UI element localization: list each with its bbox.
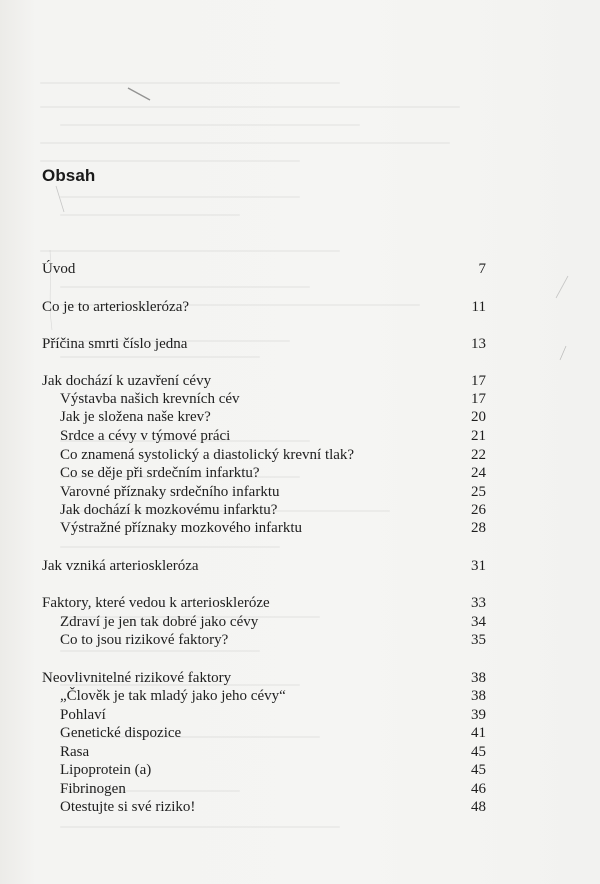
toc-entry-title: Úvod (42, 261, 76, 277)
toc-entry-title: Otestujte si své riziko! (60, 799, 196, 815)
toc-subentry (60, 389, 486, 409)
toc-subentry (60, 686, 486, 706)
toc-entry-title: Jak dochází k uzavření cévy (42, 373, 212, 389)
toc-subentry (60, 445, 486, 465)
toc-subentry (60, 630, 486, 650)
toc-entry-page: 48 (471, 799, 486, 815)
toc-entry (42, 259, 486, 279)
toc-entry-page: 11 (471, 299, 486, 315)
toc-entry-page: 45 (471, 762, 486, 778)
toc-entry-page: 34 (471, 614, 486, 630)
toc-entry-title: Varovné příznaky srdečního infarktu (60, 484, 280, 500)
toc-entry (42, 297, 486, 317)
toc-entry-page: 20 (471, 409, 486, 425)
toc-entry-page: 17 (471, 373, 486, 389)
toc-entry-page: 41 (471, 725, 486, 741)
toc-entry (42, 371, 486, 391)
toc-entry-page: 25 (471, 484, 486, 500)
toc-subentry (60, 760, 486, 780)
toc-entry-page: 7 (478, 261, 486, 277)
toc-subentry (60, 407, 486, 427)
toc-entry-title: Jak dochází k mozkovému infarktu? (60, 502, 278, 518)
toc-entry-page: 45 (471, 744, 486, 760)
toc-entry-title: Fibrinogen (60, 781, 126, 797)
toc-entry-title: „Člověk je tak mladý jako jeho cévy“ (60, 688, 286, 704)
toc-entry-title: Co se děje při srdečním infarktu? (60, 465, 260, 481)
toc-entry-page: 21 (471, 428, 486, 444)
toc-subentry (60, 742, 486, 762)
toc-subentry (60, 500, 486, 520)
toc-entry-title: Genetické dispozice (60, 725, 182, 741)
toc-entry (42, 668, 486, 688)
toc-entry-page: 31 (471, 558, 486, 574)
toc-entry-page: 46 (471, 781, 486, 797)
toc-entry-title: Co znamená systolický a diastolický krevní tlak? (60, 447, 355, 463)
toc-entry-page: 22 (471, 447, 486, 463)
toc-entry (42, 334, 486, 354)
toc-subentry (60, 518, 486, 538)
toc-entry-page: 39 (471, 707, 486, 723)
toc-subentry (60, 797, 486, 817)
toc-entry-title: Jak je složena naše krev? (60, 409, 211, 425)
toc-entry (42, 556, 486, 576)
toc-entry-page: 24 (471, 465, 486, 481)
toc-subentry (60, 779, 486, 799)
toc-subentry (60, 482, 486, 502)
toc-entry-page: 28 (471, 520, 486, 536)
toc-entry-title: Příčina smrti číslo jedna (42, 336, 188, 352)
toc-entry-page: 17 (471, 391, 486, 407)
toc-entry-page: 35 (471, 632, 486, 648)
toc-entry-page: 38 (471, 688, 486, 704)
page-title: Obsah (42, 166, 96, 185)
toc-entry-page: 13 (471, 336, 486, 352)
toc-entry (42, 593, 486, 613)
toc-entry-page: 26 (471, 502, 486, 518)
toc-subentry (60, 426, 486, 446)
toc-entry-page: 38 (471, 670, 486, 686)
toc-entry-title: Srdce a cévy v týmové práci (60, 428, 231, 444)
toc-entry-title: Jak vzniká arterioskleróza (42, 558, 199, 574)
toc-entry-title: Faktory, které vedou k arterioskleróze (42, 595, 270, 611)
toc-entry-title: Výstražné příznaky mozkového infarktu (60, 520, 302, 536)
toc-entry-title: Zdraví je jen tak dobré jako cévy (60, 614, 259, 630)
toc-subentry (60, 463, 486, 483)
toc-subentry (60, 612, 486, 632)
toc-entry-title: Co je to arterioskleróza? (42, 299, 190, 315)
toc-entry-title: Neovlivnitelné rizikové faktory (42, 670, 232, 686)
toc-subentry (60, 705, 486, 725)
toc-entry-title: Lipoprotein (a) (60, 762, 152, 778)
toc-subentry (60, 723, 486, 743)
toc-entry-title: Výstavba našich krevních cév (60, 391, 240, 407)
toc-entry-title: Co to jsou rizikové faktory? (60, 632, 229, 648)
toc-entry-title: Pohlaví (60, 707, 106, 723)
toc-entry-page: 33 (471, 595, 486, 611)
toc-entry-title: Rasa (60, 744, 90, 760)
